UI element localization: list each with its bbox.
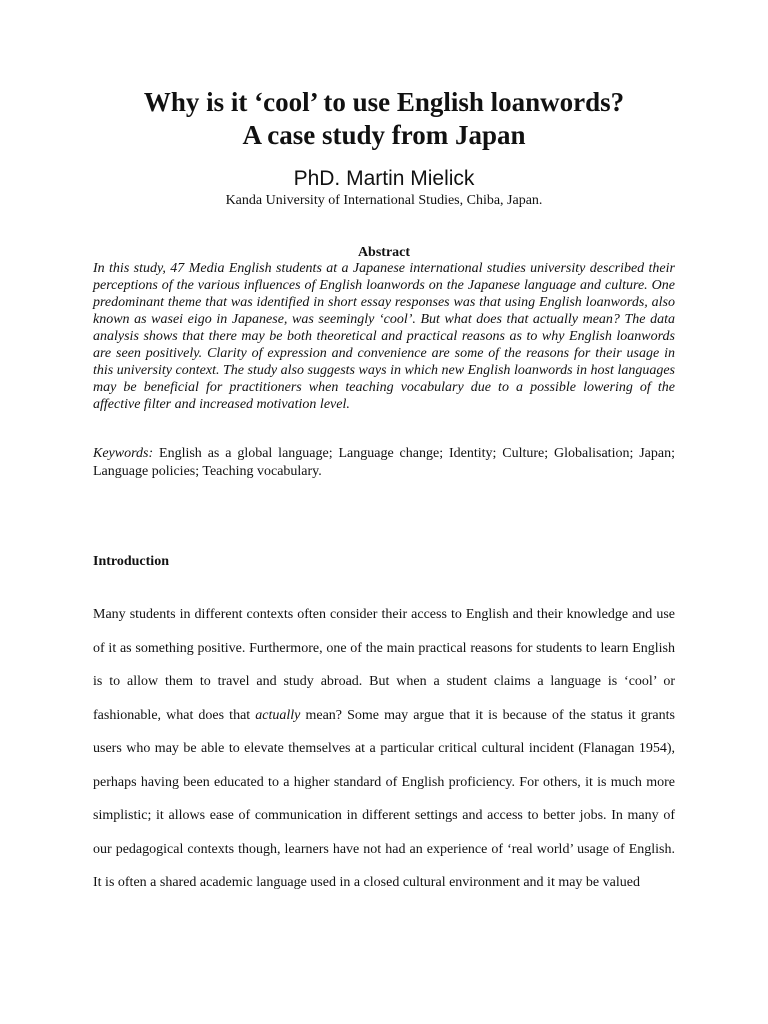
intro-emphasis: actually — [255, 707, 301, 723]
intro-text-part-1: Many students in different contexts often consider their access to English and their knowledge and use of it as something positive. Furthermore, one of the main practical reasons for students to learn English is to allow them to travel and study abroad. But when a student claims a language is ‘cool’ or fashionable, what does that — [93, 607, 675, 723]
paper-title-line-2: A case study from Japan — [242, 120, 526, 150]
keywords-label: Keywords: — [93, 446, 154, 461]
paper-title-line-1: Why is it ‘cool’ to use English loanwords? — [143, 87, 625, 117]
abstract-heading: Abstract — [357, 245, 411, 260]
paper-title — [60, 86, 708, 152]
author-affiliation: Kanda University of International Studies, Chiba, Japan. — [225, 193, 543, 208]
introduction-heading: Introduction — [93, 554, 169, 569]
introduction-paragraph — [93, 598, 675, 900]
keywords — [93, 445, 675, 481]
abstract-text: In this study, 47 Media English students at a Japanese international studies university described their perceptions of the various influences of English loanwords on the Japanese language and culture. One predominant theme that was identified in short essay responses was that using English loanwords, also known as wasei eigo in Japanese, was seemingly ‘cool’. But what does that actually mean? The data analysis shows that there may be both theoretical and practical reasons as to why English loanwords are seen positively. Clarity of expression and convenience are some of the reasons for their usage in this university context. The study also suggests ways in which new English loanwords in host languages may be beneficial for practitioners when teaching vocabulary due to a possible lowering of the affective filter and increased motivation level. — [93, 261, 675, 412]
intro-text-part-2: mean? Some may argue that it is because of the status it grants users who may be able to elevate themselves at a particular critical cultural incident (Flanagan 1954), perhaps having been educated to a higher standard of English proficiency. For others, it is much more simplistic; it allows ease of communication in different settings and access to better jobs. In many of our pedagogical contexts though, learners have not had an experience of ‘real world’ usage of English. It is often a shared academic language used in a closed cultural environment and it may be valued — [93, 707, 675, 890]
keywords-text: English as a global language; Language change; Identity; Culture; Globalisation; Japan; Language policies; Teaching vocabulary. — [93, 446, 675, 479]
author-name: PhD. Martin Mielick — [293, 167, 475, 190]
